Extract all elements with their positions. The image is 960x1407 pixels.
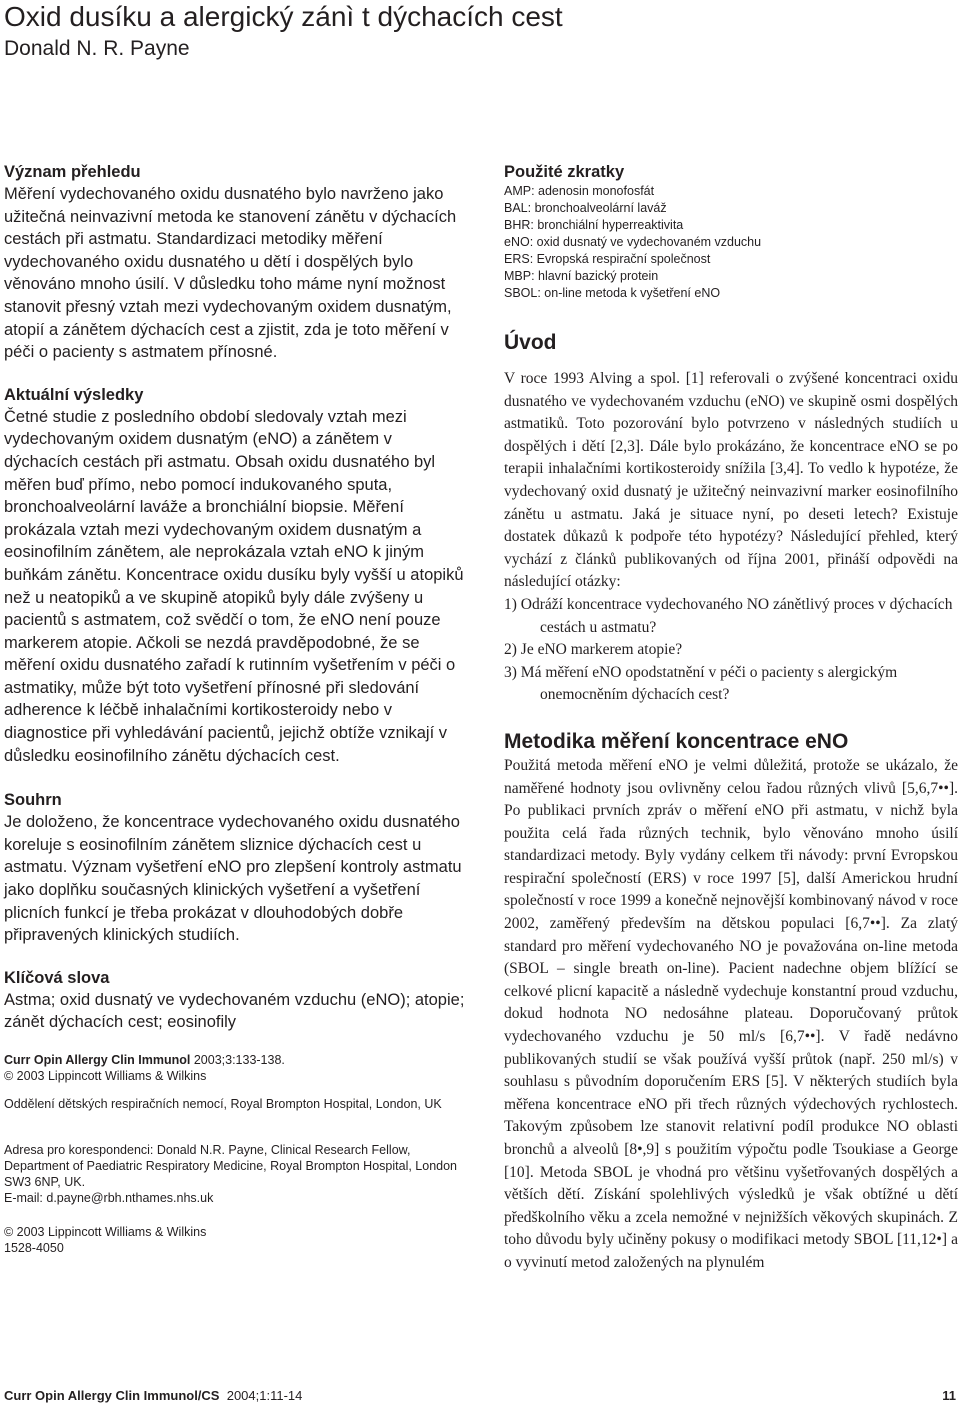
correspondence-address: Adresa pro korespondenci: Donald N.R. Payne, Clinical Research Fellow, Department of Paediatric Respiratory Medicine, Royal Brompton Hospital, London SW3 6NP, UK. — [4, 1143, 458, 1189]
abbreviations-heading: Použité zkratky — [504, 163, 625, 181]
methods-text: Použitá metoda měření eNO je velmi důležitá, protože se ukázalo, že naměřené hodnoty jsou ovlivněny celou řadou různých vlivů [5,6,7••]. Po publikaci prvních zpráv o měření eNO při astmatu, v nichž byla použita celá řada různých technik, bylo věnováno mnoho úsilí standardizaci metody. Byly vydány celkem tři návody: první Evropskou respirační společností (ERS) v roce 1997 [5], další Americkou hrudní společností v roce 1999 a konečně nejnovější kombinovaný návod v roce 2002, zaměřený především na dětskou populaci [6,7••]. Za zlatý standard pro měření vydechovaného NO je považována on-line metoda (SBOL – single breath on-line). Pacient nadechne objem blížící se celkové plicní kapacitě a následně vydechuje konstantní proud vzduchu, dokud hodnota NO nedosáhne plateau. Doporučovaný průtok vydechovaného vzduchu je 50 ml/s [6,7••]. V řadě nedávno publikovaných studií se však používá vyšší průtok (např. 250 ml/s) v souhlasu s původním doporučením ERS [5]. V některých studiích byla měřena koncentrace eNO při třech různých výdechových rychlostech. Takovým způsobem lze stanovit relativní podíl produkce NO oblasti bronchů a alveolů [8•,9] s použitím výpočtu podle Tsoukiase a George [10]. Metoda SBOL je vhodná pro většinu vyšetřovaných dospělých a větších dětí. Získání spolehlivých výsledků je však obtížné u dětí předškolního věku a zcela nemožné v nejnižších věkových skupinách. Z toho důvodu byly učiněny pokusy o modifikaci metody SBOL [11,12•] a o vyvinutí metod založených na plynulém — [504, 756, 958, 1271]
main-text-column — [504, 161, 958, 1275]
abbreviations-list — [504, 183, 958, 302]
abbreviation-item: MBP: hlavní bazický protein — [504, 269, 659, 283]
keywords-heading: Klíčová slova — [4, 968, 110, 987]
questions-list — [504, 594, 958, 707]
citation-journal: Curr Opin Allergy Clin Immunol — [4, 1053, 191, 1067]
abbreviation-item: BHR: bronchiální hyperreaktivita — [504, 218, 684, 232]
abbreviation-item: AMP: adenosin monofosfát — [504, 184, 655, 198]
abbreviation-item: SBOL: on-line metoda k vyšetření eNO — [504, 286, 721, 300]
article-title: Oxid dusíku a alergický zánì t dýchacích cest — [4, 1, 563, 32]
intro-heading: Úvod — [504, 331, 557, 354]
question-item: 2) Je eNO markerem atopie? — [504, 641, 683, 659]
abbreviation-item: ERS: Evropská respirační společnost — [504, 252, 711, 266]
issn: 1528-4050 — [4, 1241, 64, 1255]
question-item: 3) Má měření eNO opodstatnění v péči o pacienty s alergickým onemocněním dýchacích cest? — [504, 663, 898, 704]
intro-text: V roce 1993 Alving a spol. [1] referovali o zvýšené koncentraci oxidu dusnatého ve vydechovaném vzduchu (eNO) ve skupině osmi dospělých astmatiků. Toto pozorování bylo potvrzeno v následných studiích u dospělých i dětí [2,3]. Dále bylo prokázáno, že koncentrace eNO se po terapii inhalačními kortikosteroidy snížila [3,4]. To vedlo k hypotéze, že vydechovaný oxid dusnatý je užitečný neinvazivní marker eosinofilního zánětu u astmatu. Jaká je situace nyní, po deseti letech? Existuje dostatek důkazů k podpoře této hypotézy? Následující přehled, který vychází z článků publikovaných od října 2001, přináší odpovědi na následující otázky: — [504, 370, 958, 591]
correspondence-email: E-mail: d.payne@rbh.nthames.nhs.uk — [4, 1191, 214, 1205]
summary-text: Je doloženo, že koncentrace vydechovaného oxidu dusnatého koreluje s eosinofilním zánětem sliznice dýchacích cest u astmatu. Význam vyšetření eNO pro zlepšení kontroly astmatu jako doplňku současných klinických vyšetření a vyšetření plicních funkcí je třeba prokázat v dlouhodobých dobře připravených klinických studiích. — [4, 813, 462, 945]
citation-reference: 2003;3:133-138. — [190, 1053, 285, 1067]
keywords-text: Astma; oxid dusnatý ve vydechovaném vzduchu (eNO); atopie; zánět dýchacích cest; eosinofily — [4, 990, 465, 1032]
abbreviation-item: BAL: bronchoalveolární laváž — [504, 201, 667, 215]
citation-copyright: © 2003 Lippincott Williams & Wilkins — [4, 1069, 207, 1083]
question-item: 1) Odráží koncentrace vydechovaného NO zánětlivý proces v dýchacích cestách u astmatu? — [504, 595, 953, 636]
summary-heading: Souhrn — [4, 791, 62, 810]
footer-journal-name: Curr Opin Allergy Clin Immunol/CS — [4, 1388, 220, 1403]
copyright-notice: © 2003 Lippincott Williams & Wilkins — [4, 1225, 207, 1239]
findings-text: Četné studie z posledního období sledovaly vztah mezi vydechovaným oxidem dusnatým (eNO) a zánětem v dýchacích cestách při astmatu. Obsah oxidu dusnatého byl měřen buď přímo, nebo pomocí indukovaného sputa, bronchoalveolární laváže a bronchiální biopsie. Měření prokázala vztah mezi vydechovaným oxidem dusnatým a eosinofilním zánětem, ale neprokázala vztah eNO k jiným buňkám zánětu. Koncentrace oxidu dusíku byly vyšší u atopiků než u neatopiků a ve skupině atopiků byly dále zvýšeny u pacientů s astmatem, což svědčí o tom, že eNO není pouze markerem atopie. Ačkoli se nezdá pravděpodobné, že se měření oxidu dusnatého zařadí k rutinním vyšetřením v péči o astmatiky, může být toto vyšetření přínosné při sledování adherence k léčbě inhalačními kortikosteroidy nebo v diagnostice při vyhledávání pacientů, jejichž obtíže vznikají v důsledku eosinofilního zánětu dýchacích cest. — [4, 407, 464, 765]
methods-heading: Metodika měření koncentrace eNO — [504, 729, 849, 753]
abbreviation-item: eNO: oxid dusnatý ve vydechovaném vzduchu — [504, 235, 762, 249]
page-number: 11 — [942, 1388, 956, 1403]
author-name: Donald N. R. Payne — [4, 37, 190, 60]
significance-heading: Význam přehledu — [4, 163, 141, 181]
findings-heading: Aktuální výsledky — [4, 385, 144, 404]
affiliation: Oddělení dětských respiračních nemocí, Royal Brompton Hospital, London, UK — [4, 1097, 442, 1111]
abstract-column — [4, 161, 466, 1256]
footer-issue: 2004;1:11-14 — [226, 1388, 303, 1403]
citation — [4, 1052, 466, 1068]
significance-text: Měření vydechovaného oxidu dusnatého bylo navrženo jako užitečná neinvazivní metoda ke stanovení zánětu v dýchacích cestách při astmatu. Standardizaci metodiky měření vydechovaného oxidu dusnatého u dětí i dospělých bylo věnováno mnoho úsilí. V důsledku toho máme nyní možnost stanovit přesný vztah mezi vydechovaným oxidem dusnatým, atopií a zánětem dýchacích cest a zjistit, zda je toto měření v péči o pacienty s astmatem přínosné. — [4, 185, 457, 362]
footer-journal — [4, 1388, 302, 1404]
